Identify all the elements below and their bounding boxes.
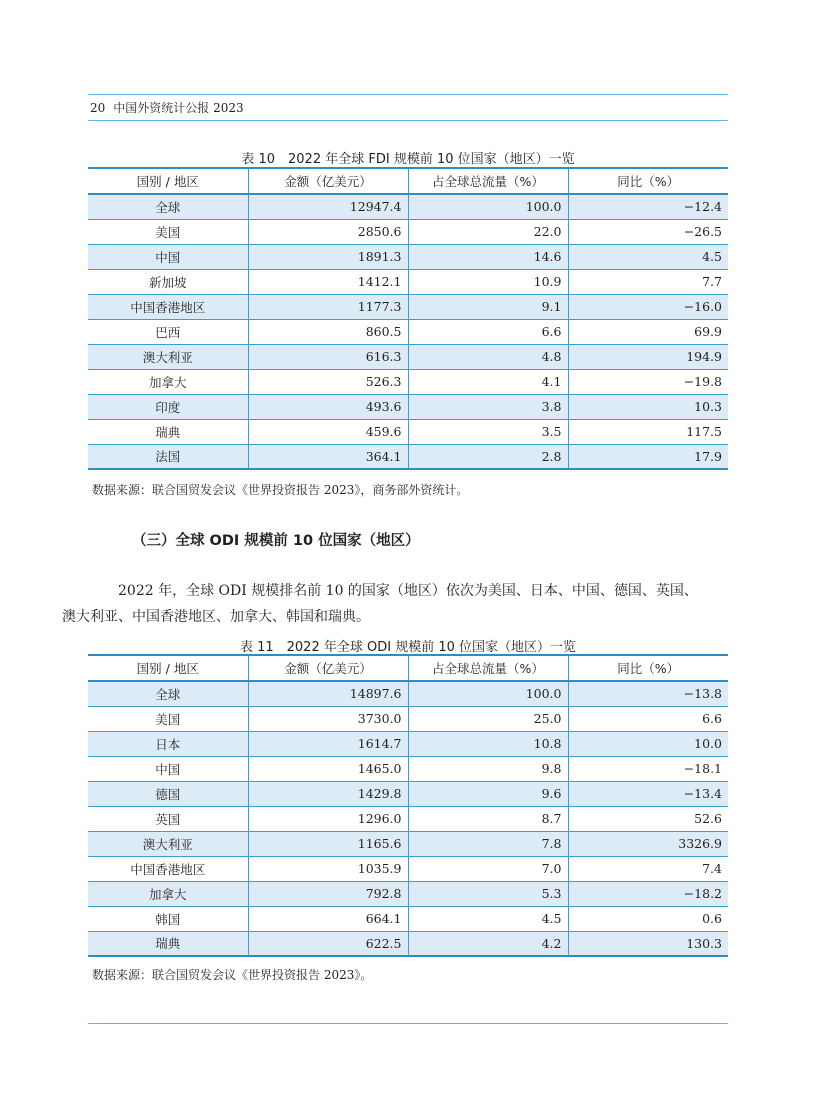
table-row	[88, 294, 728, 319]
cell-region: 中国香港地区	[88, 294, 248, 319]
cell-yoy: −18.2	[568, 881, 728, 906]
table10-source-note: 数据来源：联合国贸发会议《世界投资报告 2023》，商务部外资统计。	[92, 483, 469, 497]
page-header	[90, 99, 244, 116]
cell-region: 美国	[88, 706, 248, 731]
cell-yoy: −13.8	[568, 681, 728, 706]
cell-region: 日本	[88, 731, 248, 756]
cell-share: 2.8	[408, 444, 568, 469]
cell-yoy: −19.8	[568, 369, 728, 394]
cell-amount: 616.3	[248, 344, 408, 369]
cell-amount: 664.1	[248, 906, 408, 931]
cell-yoy: 3326.9	[568, 831, 728, 856]
cell-share: 9.8	[408, 756, 568, 781]
cell-share: 14.6	[408, 244, 568, 269]
cell-share: 8.7	[408, 806, 568, 831]
cell-region: 瑞典	[88, 931, 248, 956]
cell-region: 巴西	[88, 319, 248, 344]
table11-caption: 表 11 2022 年全球 ODI 规模前 10 位国家（地区）一览	[239, 640, 577, 655]
cell-share: 4.5	[408, 906, 568, 931]
cell-share: 10.8	[408, 731, 568, 756]
cell-yoy: 6.6	[568, 706, 728, 731]
cell-yoy: −13.4	[568, 781, 728, 806]
cell-yoy: −18.1	[568, 756, 728, 781]
cell-amount: 1614.7	[248, 731, 408, 756]
table11-header-row	[88, 655, 728, 681]
cell-share: 22.0	[408, 219, 568, 244]
table-row	[88, 781, 728, 806]
cell-amount: 364.1	[248, 444, 408, 469]
column-header: 同比（%）	[568, 655, 728, 681]
cell-region: 加拿大	[88, 881, 248, 906]
table-row	[88, 706, 728, 731]
section-paragraph	[62, 578, 730, 630]
cell-yoy: 52.6	[568, 806, 728, 831]
table-row	[88, 394, 728, 419]
cell-share: 25.0	[408, 706, 568, 731]
table-row	[88, 369, 728, 394]
cell-region: 德国	[88, 781, 248, 806]
table-row	[88, 269, 728, 294]
cell-share: 7.0	[408, 856, 568, 881]
cell-region: 印度	[88, 394, 248, 419]
cell-region: 全球	[88, 194, 248, 219]
cell-share: 3.5	[408, 419, 568, 444]
column-header: 同比（%）	[568, 168, 728, 194]
column-header: 国别 / 地区	[88, 655, 248, 681]
cell-amount: 622.5	[248, 931, 408, 956]
cell-region: 中国	[88, 756, 248, 781]
cell-yoy: 117.5	[568, 419, 728, 444]
cell-share: 9.1	[408, 294, 568, 319]
table10	[88, 167, 728, 470]
cell-yoy: −12.4	[568, 194, 728, 219]
cell-amount: 493.6	[248, 394, 408, 419]
table10-caption: 表 10 2022 年全球 FDI 规模前 10 位国家（地区）一览	[241, 152, 575, 167]
cell-yoy: 0.6	[568, 906, 728, 931]
cell-region: 英国	[88, 806, 248, 831]
table-row	[88, 831, 728, 856]
cell-amount: 1165.6	[248, 831, 408, 856]
column-header: 金额（亿美元）	[248, 655, 408, 681]
cell-region: 全球	[88, 681, 248, 706]
cell-yoy: 69.9	[568, 319, 728, 344]
paragraph-line-1: 2022 年，全球 ODI 规模排名前 10 的国家（地区）依次为美国、日本、中国、德国、英国、	[118, 583, 698, 599]
header-top-rule	[88, 94, 728, 95]
cell-share: 10.9	[408, 269, 568, 294]
column-header: 占全球总流量（%）	[408, 168, 568, 194]
cell-region: 瑞典	[88, 419, 248, 444]
table-row	[88, 244, 728, 269]
cell-amount: 860.5	[248, 319, 408, 344]
section-heading: （三）全球 ODI 规模前 10 位国家（地区）	[132, 533, 420, 549]
cell-share: 9.6	[408, 781, 568, 806]
table-row	[88, 906, 728, 931]
table-row	[88, 194, 728, 219]
cell-share: 4.8	[408, 344, 568, 369]
cell-share: 3.8	[408, 394, 568, 419]
cell-yoy: 7.7	[568, 269, 728, 294]
cell-share: 100.0	[408, 681, 568, 706]
footer-rule	[88, 1023, 728, 1024]
column-header: 国别 / 地区	[88, 168, 248, 194]
table-row	[88, 219, 728, 244]
column-header: 金额（亿美元）	[248, 168, 408, 194]
cell-amount: 1035.9	[248, 856, 408, 881]
cell-share: 100.0	[408, 194, 568, 219]
cell-region: 法国	[88, 444, 248, 469]
cell-yoy: 4.5	[568, 244, 728, 269]
cell-region: 韩国	[88, 906, 248, 931]
cell-amount: 792.8	[248, 881, 408, 906]
column-header: 占全球总流量（%）	[408, 655, 568, 681]
table11	[88, 654, 728, 957]
report-title: 中国外资统计公报 2023	[113, 101, 244, 115]
cell-yoy: 194.9	[568, 344, 728, 369]
cell-amount: 14897.6	[248, 681, 408, 706]
table-row	[88, 419, 728, 444]
table-row	[88, 319, 728, 344]
paragraph-line-2: 澳大利亚、中国香港地区、加拿大、韩国和瑞典。	[62, 609, 370, 625]
cell-region: 中国	[88, 244, 248, 269]
table-row	[88, 681, 728, 706]
cell-region: 加拿大	[88, 369, 248, 394]
cell-region: 澳大利亚	[88, 831, 248, 856]
cell-yoy: 130.3	[568, 931, 728, 956]
cell-region: 中国香港地区	[88, 856, 248, 881]
cell-amount: 12947.4	[248, 194, 408, 219]
cell-region: 美国	[88, 219, 248, 244]
cell-yoy: 17.9	[568, 444, 728, 469]
cell-amount: 1412.1	[248, 269, 408, 294]
cell-share: 7.8	[408, 831, 568, 856]
table-row	[88, 344, 728, 369]
cell-yoy: 10.3	[568, 394, 728, 419]
cell-yoy: 7.4	[568, 856, 728, 881]
cell-amount: 2850.6	[248, 219, 408, 244]
cell-yoy: −16.0	[568, 294, 728, 319]
cell-region: 澳大利亚	[88, 344, 248, 369]
cell-yoy: 10.0	[568, 731, 728, 756]
table-row	[88, 444, 728, 469]
cell-amount: 3730.0	[248, 706, 408, 731]
table-row	[88, 856, 728, 881]
cell-amount: 1891.3	[248, 244, 408, 269]
cell-amount: 1465.0	[248, 756, 408, 781]
cell-region: 新加坡	[88, 269, 248, 294]
header-bottom-rule	[88, 120, 728, 121]
cell-amount: 1429.8	[248, 781, 408, 806]
table11-source-note: 数据来源：联合国贸发会议《世界投资报告 2023》。	[92, 968, 373, 982]
cell-amount: 1296.0	[248, 806, 408, 831]
table10-header-row	[88, 168, 728, 194]
cell-share: 4.2	[408, 931, 568, 956]
page-number: 20	[90, 101, 106, 115]
cell-amount: 1177.3	[248, 294, 408, 319]
table-row	[88, 931, 728, 956]
cell-share: 5.3	[408, 881, 568, 906]
cell-share: 4.1	[408, 369, 568, 394]
cell-share: 6.6	[408, 319, 568, 344]
cell-amount: 459.6	[248, 419, 408, 444]
table-row	[88, 806, 728, 831]
cell-amount: 526.3	[248, 369, 408, 394]
table-row	[88, 881, 728, 906]
cell-yoy: −26.5	[568, 219, 728, 244]
table-row	[88, 731, 728, 756]
table-row	[88, 756, 728, 781]
